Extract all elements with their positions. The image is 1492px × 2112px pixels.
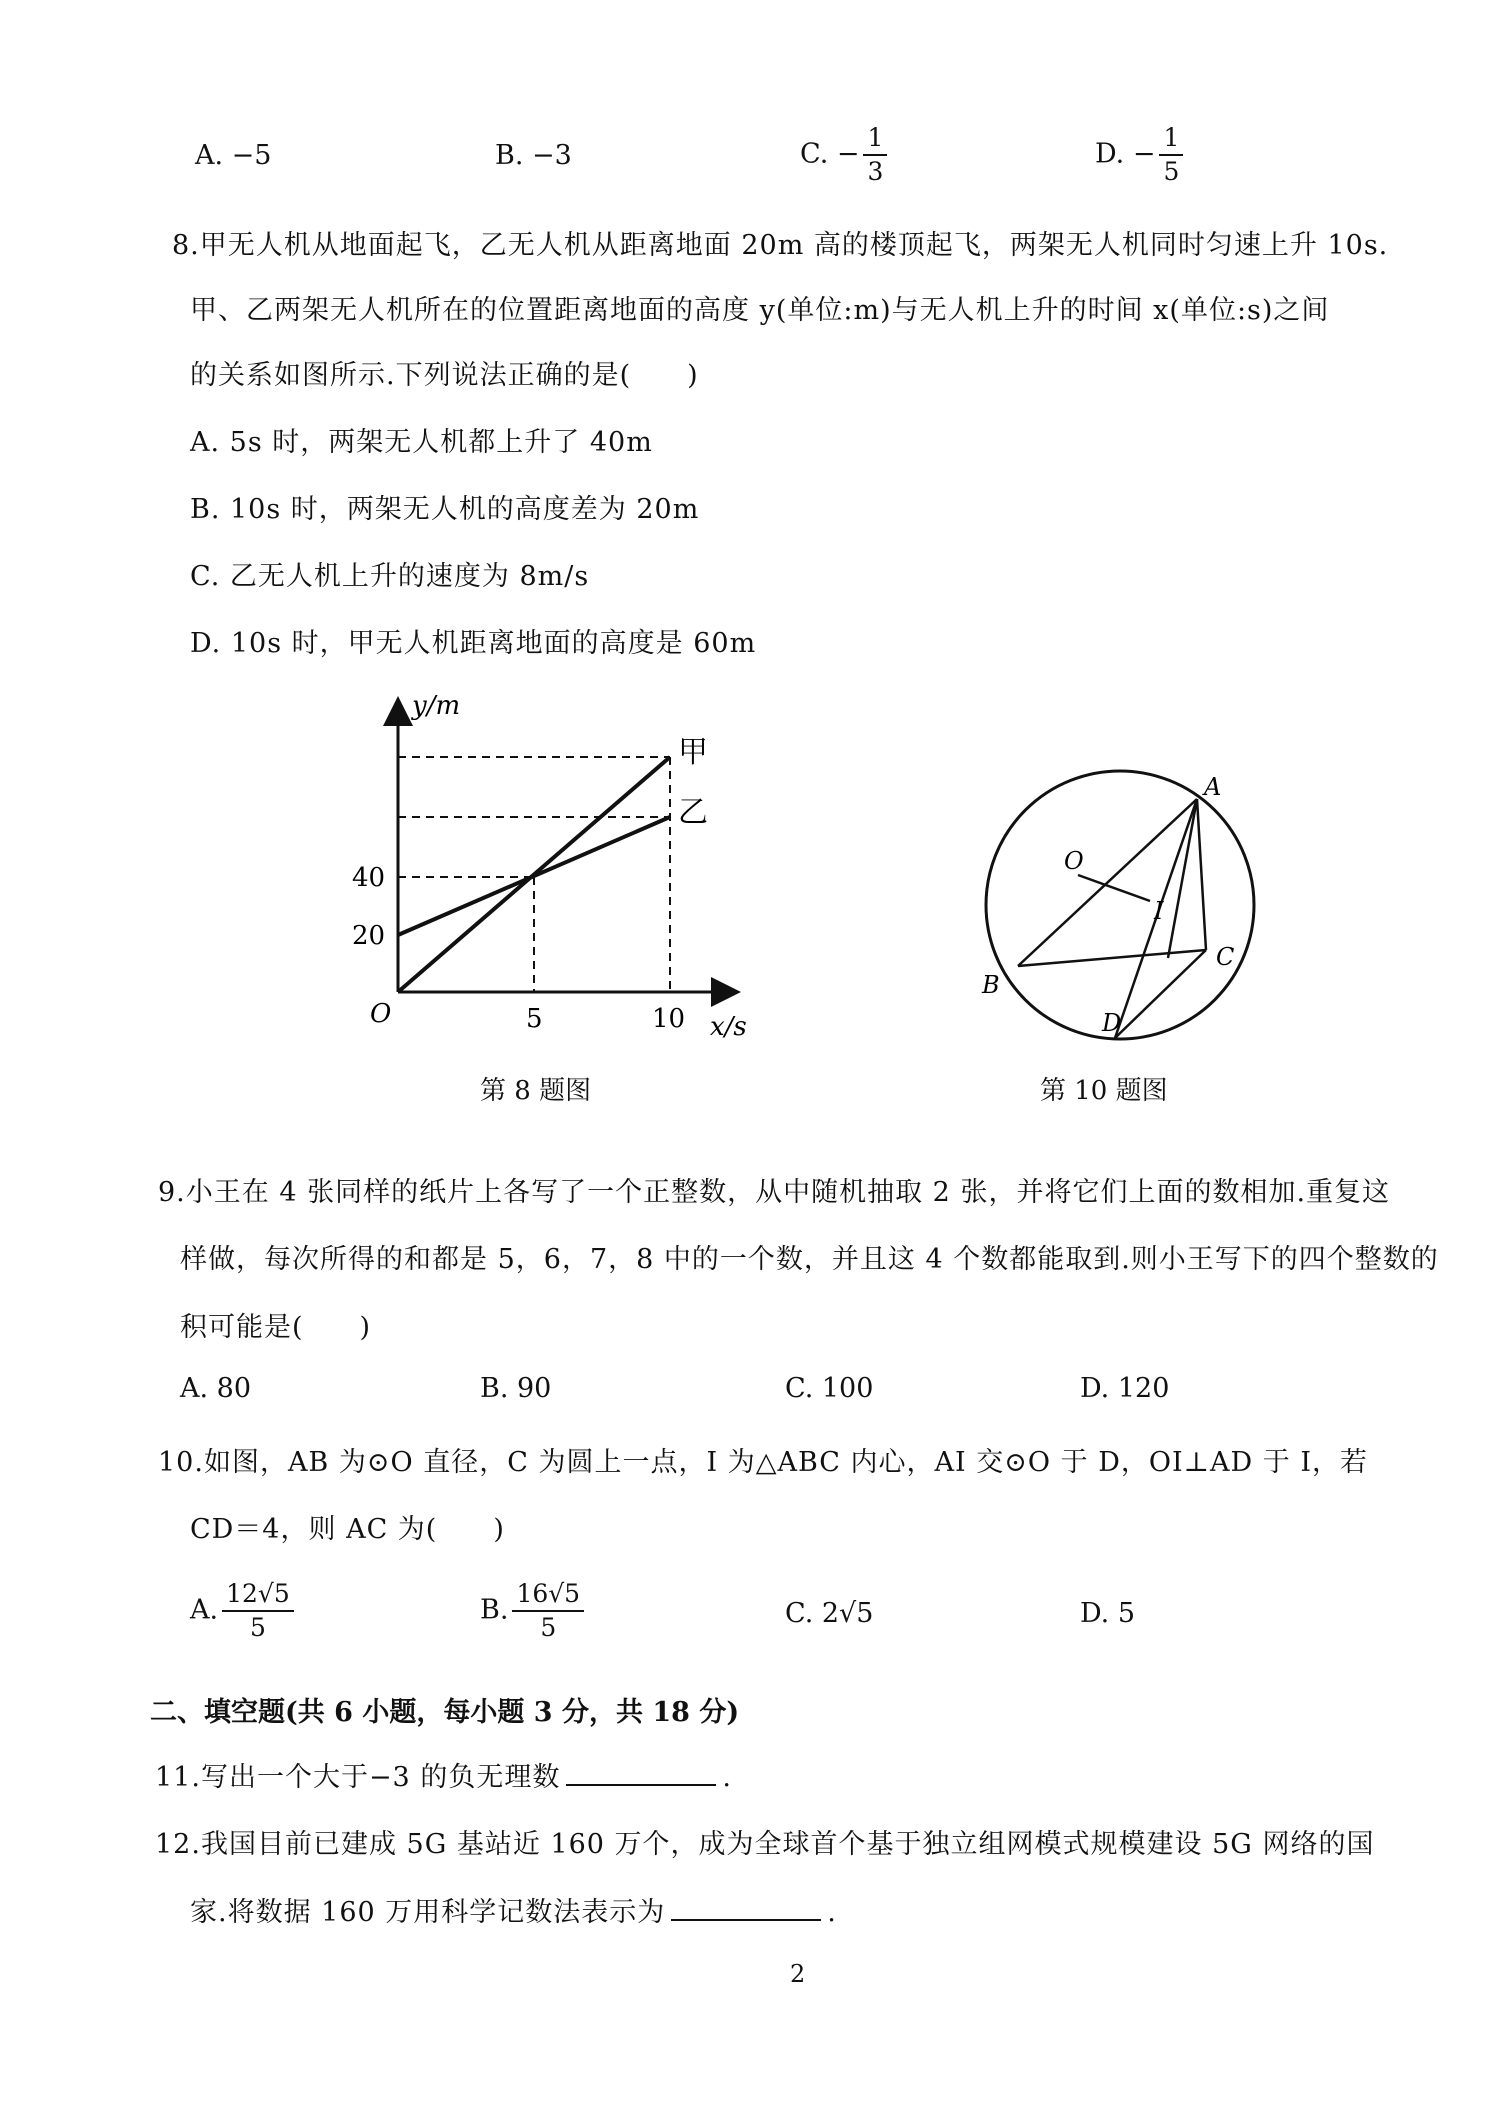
q10-option-a-prefix: A. [190,1594,219,1626]
q10-option-d: D. 5 [1080,1598,1136,1629]
q8-option-b: B. 10s 时，两架无人机的高度差为 20m [190,494,700,525]
q10-a-denominator: 5 [249,1613,266,1642]
q10-b-numerator: 16√5 [512,1578,584,1612]
q8-line-3: 的关系如图所示.下列说法正确的是( ) [190,360,699,391]
q12-text: 家.将数据 160 万用科学记数法表示为 [190,1897,666,1928]
fig10-label-a: A [1204,773,1222,801]
q10-option-c: C. 2√5 [785,1598,874,1629]
q12-answer-blank[interactable] [671,1895,821,1921]
q9-option-a: A. 80 [180,1373,252,1404]
q9-option-b: B. 90 [480,1373,552,1404]
q8-option-a: A. 5s 时，两架无人机都上升了 40m [190,427,653,458]
q12-end: . [827,1897,837,1928]
fig8-tick-10: 10 [652,1004,686,1034]
q8-line-2: 甲、乙两架无人机所在的位置距离地面的高度 y(单位:m)与无人机上升的时间 x(单位:s)之间 [190,295,1330,326]
q8-option-c: C. 乙无人机上升的速度为 8m/s [190,561,590,592]
q7-d-denominator: 5 [1163,157,1180,186]
fig8-origin-label: O [370,999,392,1029]
q10-option-a-fraction [222,1578,294,1644]
fig8-line-yi [398,817,670,935]
q10-option-a [190,1578,294,1644]
fig8-graph [330,690,780,1060]
fig8-label-jia: 甲 [678,735,708,770]
q9-option-c: C. 100 [785,1373,874,1404]
fig10-label-b: B [982,971,1000,999]
fig8-y-axis-label: y/m [412,691,461,721]
q11-end: . [722,1762,732,1793]
q7-d-numerator: 1 [1159,122,1183,156]
q7-option-c [800,122,887,188]
q12-line-1: 12.我国目前已建成 5G 基站近 160 万个，成为全球首个基于独立组网模式规模建设 5G 网络的国 [155,1829,1375,1860]
fig8-x-axis-label: x/s [710,1012,747,1042]
q10-a-numerator: 12√5 [222,1578,294,1612]
q8-option-d: D. 10s 时，甲无人机距离地面的高度是 60m [190,628,757,659]
fig10-label-d: D [1102,1009,1122,1037]
q7-option-a: A. −5 [195,140,272,171]
fig10-segment-oi [1078,875,1150,901]
q12-line-2 [190,1890,837,1929]
q10-option-b-fraction [512,1578,584,1644]
fig10-label-i: I [1154,897,1164,925]
fig10-segment-ac [1197,799,1206,950]
q10-option-b [480,1578,584,1644]
q10-b-denominator: 5 [540,1613,557,1642]
fig8-caption: 第 8 题图 [480,1076,592,1106]
q7-option-d [1095,122,1183,188]
fig10-label-o: O [1064,847,1084,875]
q9-line-3: 积可能是( ) [180,1312,372,1343]
fig10-segment-cd [1115,950,1206,1038]
q7-option-d-fraction [1159,122,1183,188]
fig8-tick-20: 20 [352,921,386,951]
q7-c-denominator: 3 [867,157,884,186]
fig8-tick-40: 40 [352,863,386,893]
q7-option-b: B. −3 [495,140,572,171]
fig10-circle [986,771,1254,1039]
fig10-diagram [970,755,1270,1055]
q10-line-1: 10.如图，AB 为⊙O 直径，C 为圆上一点，I 为△ABC 内心，AI 交⊙O 于 D，OI⊥AD 于 I，若 [158,1447,1369,1478]
q11-answer-blank[interactable] [566,1760,716,1786]
section-title: 二、填空题(共 6 小题，每小题 3 分，共 18 分) [150,1697,740,1728]
fig8-tick-5: 5 [526,1004,543,1034]
fig8-label-yi: 乙 [678,795,708,830]
q10-option-b-prefix: B. [480,1594,509,1626]
q9-line-1: 9.小王在 4 张同样的纸片上各写了一个正整数，从中随机抽取 2 张，并将它们上面的数相加.重复这 [158,1177,1391,1208]
q9-line-2: 样做，每次所得的和都是 5，6，7，8 中的一个数，并且这 4 个数都能取到.则小王写下的四个整数的 [180,1244,1439,1275]
page-number: 2 [790,1960,806,1988]
q8-line-1: 8.甲无人机从地面起飞，乙无人机从距离地面 20m 高的楼顶起飞，两架无人机同时匀速上升 10s. [172,230,1389,261]
q7-option-c-prefix: C. − [800,138,860,170]
q7-option-c-fraction [863,122,887,188]
q7-option-d-prefix: D. − [1095,138,1156,170]
fig10-caption: 第 10 题图 [1040,1076,1168,1106]
q10-line-2: CD＝4，则 AC 为( ) [190,1514,505,1545]
fig10-label-c: C [1216,943,1235,971]
q9-option-d: D. 120 [1080,1373,1170,1404]
q11-text: 11.写出一个大于−3 的负无理数 [155,1762,561,1793]
q7-c-numerator: 1 [863,122,887,156]
q11 [155,1755,732,1794]
fig10-segment-bc [1018,950,1206,966]
